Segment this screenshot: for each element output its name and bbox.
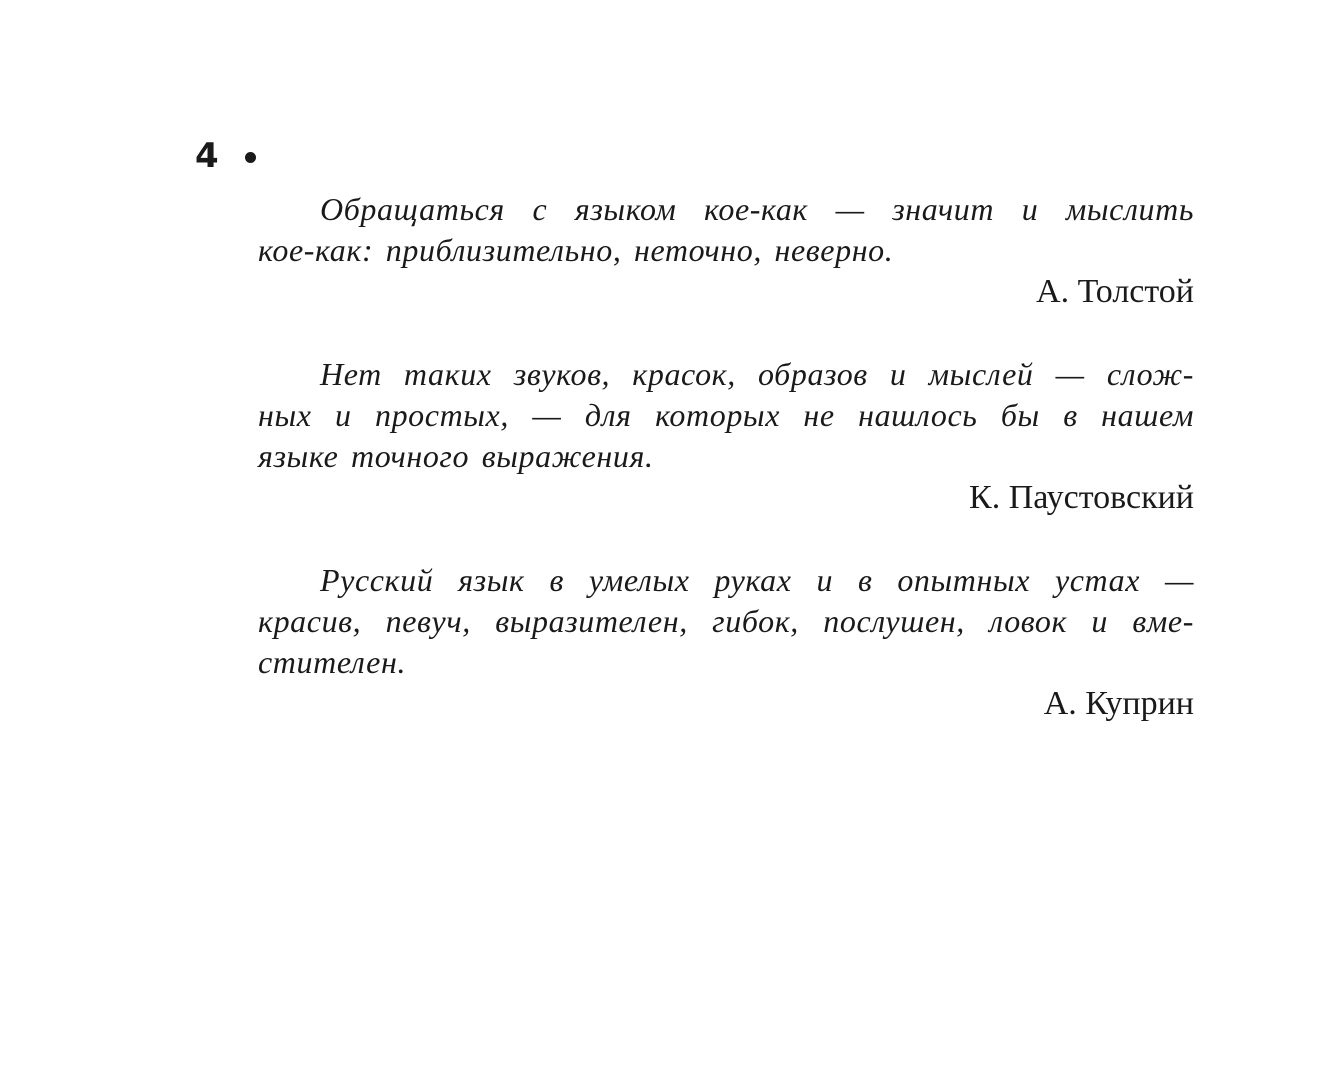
quote-line: ных и простых, — для которых не нашлось бы в нашем: [258, 397, 1194, 433]
quote-line: Нет таких звуков, красок, образов и мыслей — слож-: [320, 356, 1194, 392]
quotes-section: [258, 189, 1194, 766]
quote-block: [258, 189, 1194, 312]
quote-author: А. Толстой: [1036, 273, 1194, 310]
quote-line: кое-как: приблизительно, неточно, неверно.: [258, 232, 894, 268]
page-number: 4: [195, 136, 219, 176]
quote-author: А. Куприн: [1043, 685, 1194, 722]
quote-author: К. Паустовский: [969, 479, 1194, 516]
quote-line: языке точного выражения.: [258, 438, 654, 474]
quote-line: стителен.: [258, 644, 407, 680]
page-header: [195, 136, 256, 176]
bullet-icon: [245, 152, 256, 163]
quote-block: [258, 560, 1194, 724]
quote-line: Русский язык в умелых руках и в опытных устах —: [320, 562, 1194, 598]
quote-line: красив, певуч, выразителен, гибок, послушен, ловок и вме-: [258, 603, 1194, 639]
quote-line: Обращаться с языком кое-как — значит и мыслить: [320, 191, 1194, 227]
quote-block: [258, 354, 1194, 518]
